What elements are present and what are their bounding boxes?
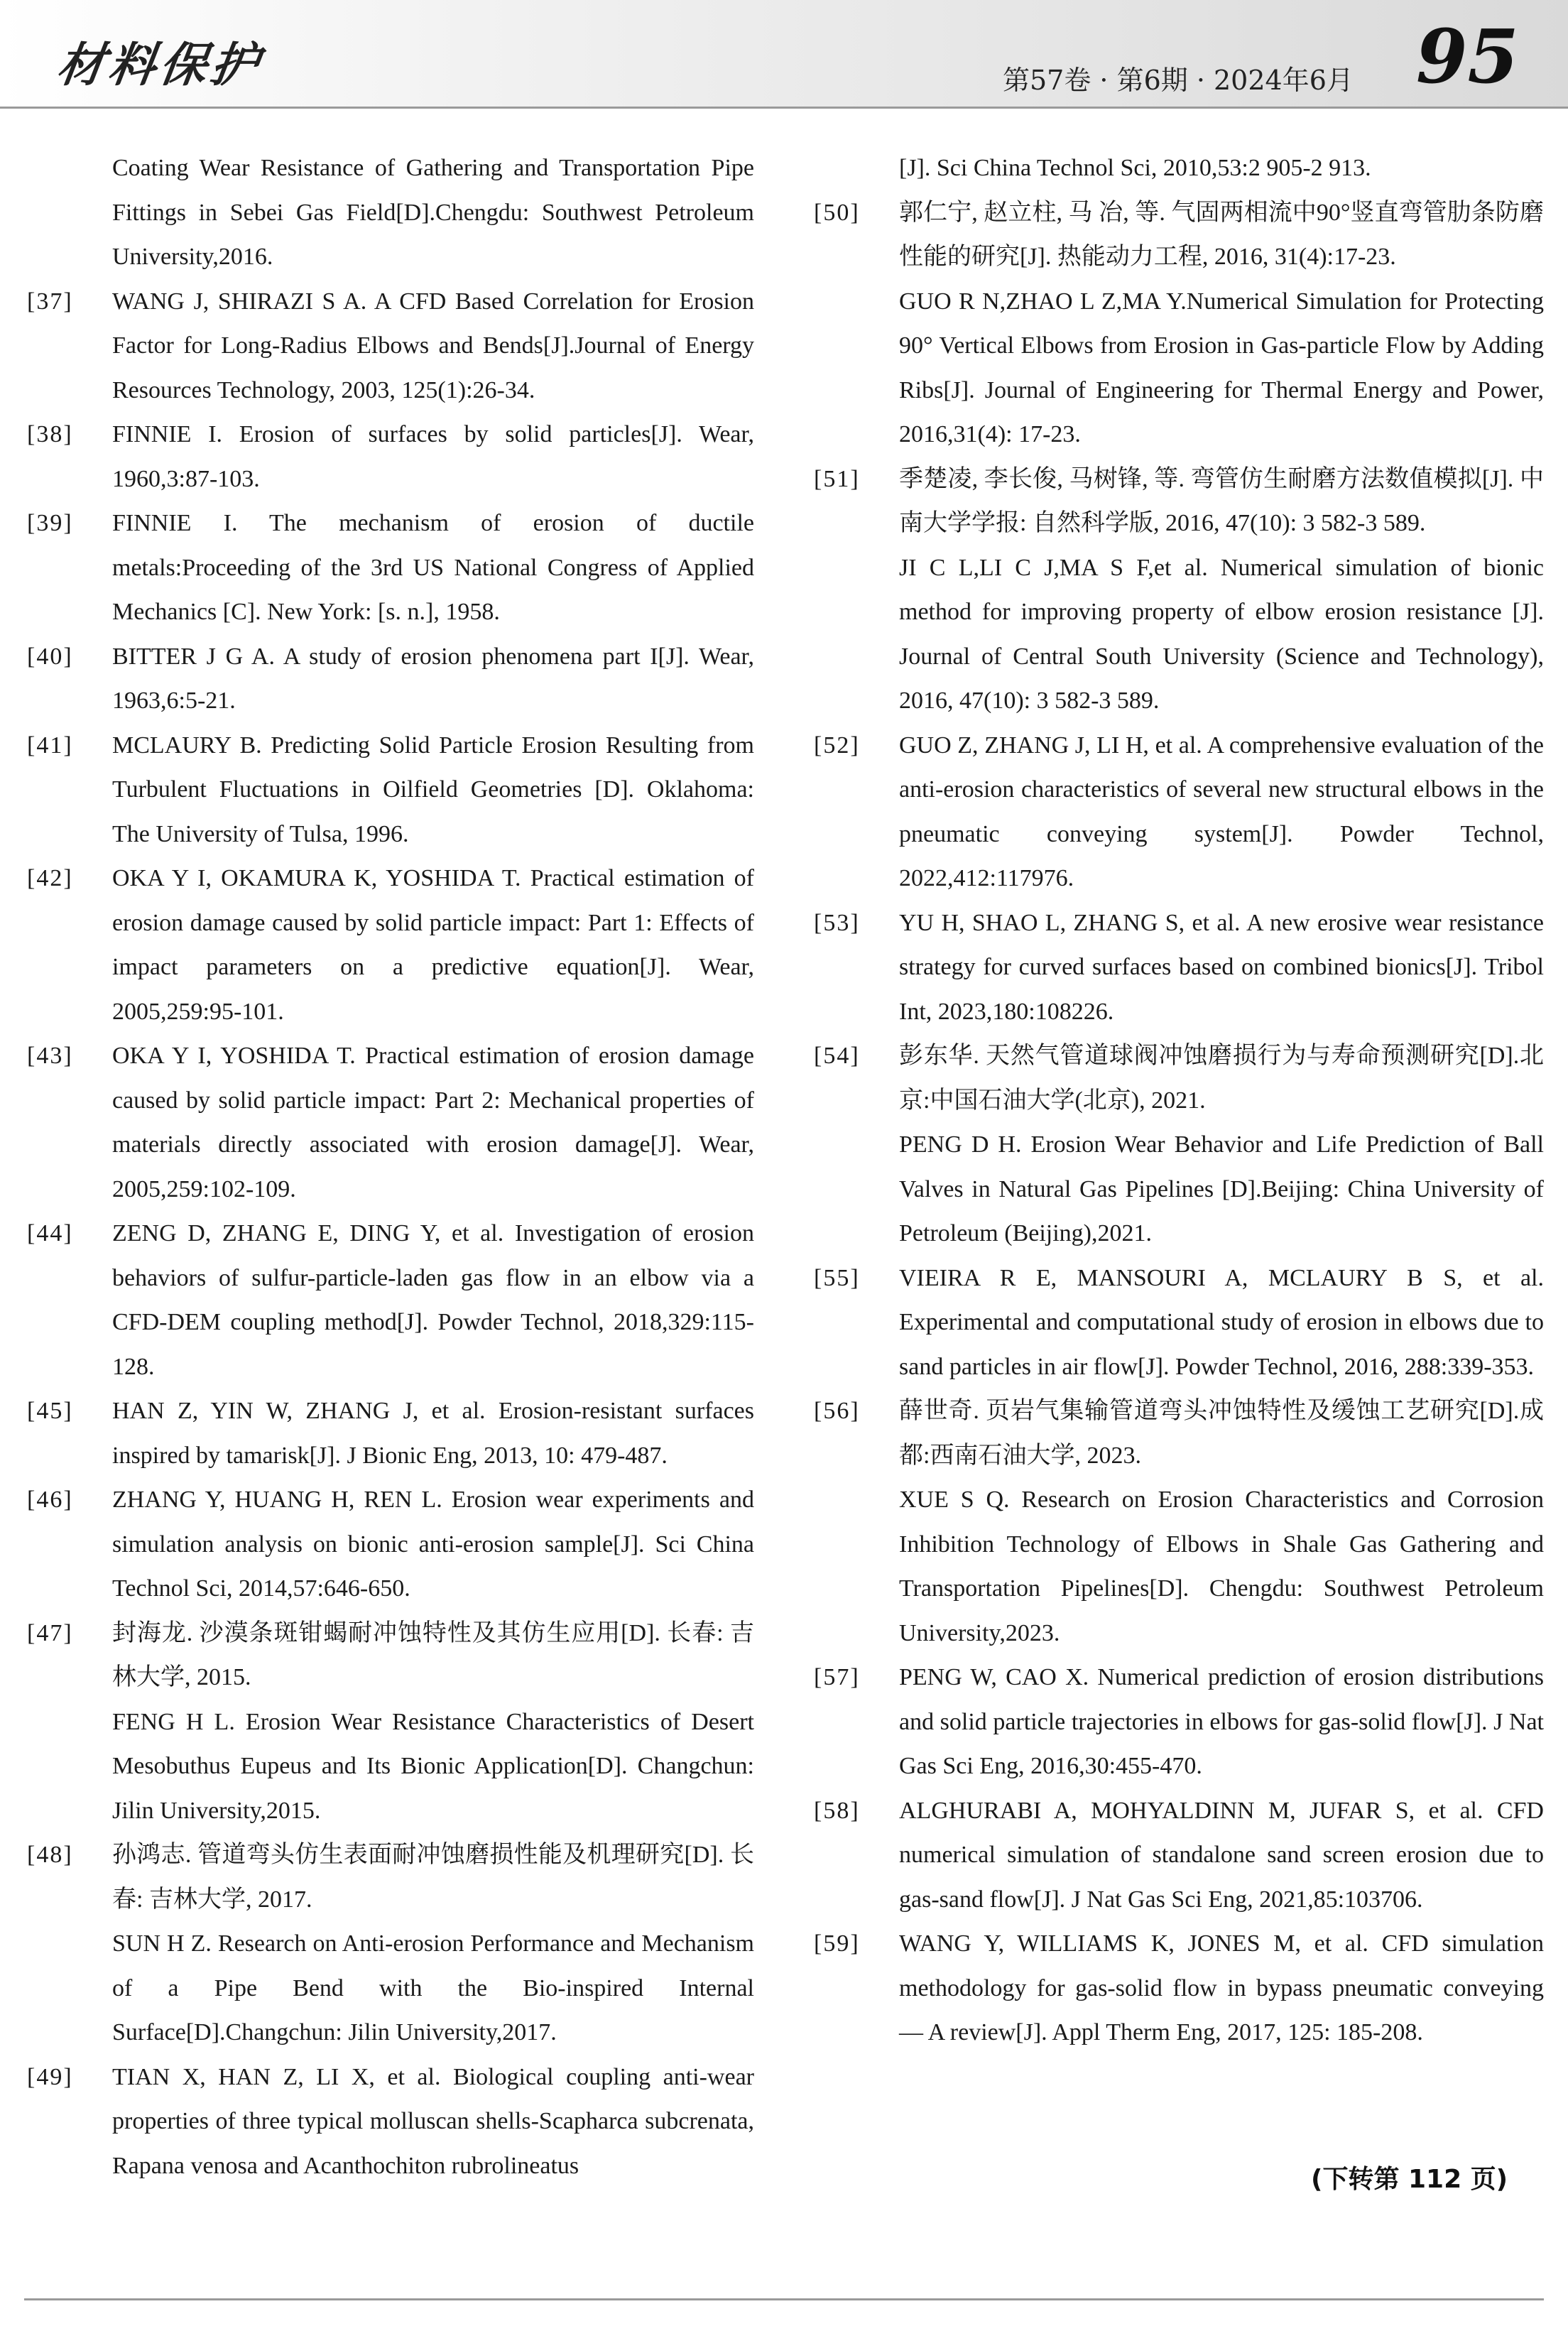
reference-text: YU H, SHAO L, ZHANG S, et al. A new erosive wear resistance strategy for curved surfaces based on combined bionics[J]. Tribol Int, 2023,180:108226. (899, 909, 1544, 1025)
reference-number: [43] (27, 1043, 73, 1069)
right-column (814, 146, 1544, 2055)
reference-text: PENG W, CAO X. Numerical prediction of erosion distributions and solid particle trajectories in elbows for gas-solid flow[J]. J Nat Gas Sci Eng, 2016,30:455-470. (899, 1664, 1544, 1779)
reference-item (27, 1612, 754, 1834)
reference-text: FINNIE I. The mechanism of erosion of ductile metals:Proceeding of the 3rd US National Congress of Applied Mechanics [C]. New York: [s. n.], 1958. (112, 510, 754, 625)
reference-continuation (814, 146, 1544, 191)
reference-item (814, 724, 1544, 901)
continued-on-page-note: (下转第 112 页) (1311, 2165, 1508, 2194)
reference-text: 彭东华. 天然气管道球阀冲蚀磨损行为与寿命预测研究[D].北京:中国石油大学(北京), 2021. (899, 1043, 1544, 1114)
reference-number: [48] (27, 1842, 73, 1868)
reference-text: ZHANG Y, HUANG H, REN L. Erosion wear experiments and simulation analysis on bionic anti-erosion sample[J]. Sci China Technol Sci, 2014,57:646-650. (112, 1487, 754, 1602)
reference-number: [37] (27, 288, 73, 315)
reference-number: [45] (27, 1398, 73, 1424)
reference-text: OKA Y I, OKAMURA K, YOSHIDA T. Practical estimation of erosion damage caused by solid particle impact: Part 1: Effects of impact parameters on a predictive equation[J]. Wear, 2005,259:95-101. (112, 865, 754, 1025)
reference-text: 薛世奇. 页岩气集输管道弯头冲蚀特性及缓蚀工艺研究[D].成都:西南石油大学, 2023. (899, 1398, 1544, 1469)
reference-number: [49] (27, 2063, 73, 2090)
reference-item (27, 2055, 754, 2189)
reference-item (27, 1034, 754, 1212)
reference-text: HAN Z, YIN W, ZHANG J, et al. Erosion-resistant surfaces inspired by tamarisk[J]. J Bionic Eng, 2013, 10: 479-487. (112, 1398, 754, 1469)
reference-number: [50] (814, 199, 860, 226)
reference-text: MCLAURY B. Predicting Solid Particle Erosion Resulting from Turbulent Fluctuations in Oilfield Geometries [D]. Oklahoma: The University of Tulsa, 1996. (112, 732, 754, 847)
page-header (0, 0, 1568, 107)
reference-text: ZENG D, ZHANG E, DING Y, et al. Investigation of erosion behaviors of sulfur-particle-laden gas flow in an elbow via a CFD-DEM coupling method[J]. Powder Technol, 2018,329:115-128. (112, 1220, 754, 1380)
reference-item (814, 457, 1544, 724)
reference-translation: GUO R N,ZHAO L Z,MA Y.Numerical Simulation for Protecting 90° Vertical Elbows from Erosion in Gas-particle Flow by Adding Ribs[J]. Journal of Engineering for Thermal Energy and Power, 2016,31(4): 17-23. (899, 288, 1544, 447)
reference-item (27, 857, 754, 1034)
reference-text: WANG J, SHIRAZI S A. A CFD Based Correlation for Erosion Factor for Long-Radius Elbows and Bends[J].Journal of Energy Resources Technology, 2003, 125(1):26-34. (112, 288, 754, 403)
reference-item (814, 191, 1544, 457)
reference-number: [51] (814, 465, 860, 492)
reference-text: 季楚凌, 李长俊, 马树锋, 等. 弯管仿生耐磨方法数值模拟[J]. 中南大学学报: 自然科学版, 2016, 47(10): 3 582-3 589. (899, 465, 1544, 536)
reference-number: [39] (27, 510, 73, 536)
reference-number: [56] (814, 1398, 860, 1424)
reference-item (814, 1389, 1544, 1656)
reference-item (27, 1212, 754, 1389)
reference-item (814, 1256, 1544, 1390)
reference-item (27, 724, 754, 857)
reference-item (814, 1789, 1544, 1923)
reference-text: WANG Y, WILLIAMS K, JONES M, et al. CFD simulation methodology for gas-solid flow in bypass pneumatic conveying — A review[J]. Appl Therm Eng, 2017, 125: 185-208. (899, 1930, 1544, 2045)
reference-text: VIEIRA R E, MANSOURI A, MCLAURY B S, et al. Experimental and computational study of erosion in elbows due to sand particles in air flow[J]. Powder Technol, 2016, 288:339-353. (899, 1264, 1544, 1380)
reference-number: [52] (814, 732, 860, 759)
reference-text: BITTER J G A. A study of erosion phenomena part I[J]. Wear, 1963,6:5-21. (112, 643, 754, 714)
reference-number: [40] (27, 643, 73, 670)
reference-text: 郭仁宁, 赵立柱, 马 冶, 等. 气固两相流中90°竖直弯管肋条防磨性能的研究[J]. 热能动力工程, 2016, 31(4):17-23. (899, 199, 1544, 270)
reference-item (27, 1478, 754, 1612)
reference-text: 孙鸿志. 管道弯头仿生表面耐冲蚀磨损性能及机理研究[D]. 长春: 吉林大学, 2017. (112, 1842, 754, 1913)
reference-item (27, 413, 754, 501)
continuation-text: [J]. Sci China Technol Sci, 2010,53:2 905-2 913. (899, 155, 1371, 181)
reference-text: 封海龙. 沙漠条斑钳蝎耐冲蚀特性及其仿生应用[D]. 长春: 吉林大学, 2015. (112, 1619, 754, 1690)
reference-item (27, 635, 754, 724)
reference-item (27, 1389, 754, 1478)
reference-text: OKA Y I, YOSHIDA T. Practical estimation of erosion damage caused by solid particle impact: Part 2: Mechanical properties of materials directly associated with erosion damage[J]. Wear, 2005,259:102-109. (112, 1043, 754, 1202)
reference-number: [55] (814, 1264, 860, 1291)
reference-item (814, 1656, 1544, 1789)
reference-number: [44] (27, 1220, 73, 1246)
reference-number: [54] (814, 1043, 860, 1069)
footer-divider (24, 2298, 1544, 2300)
reference-number: [53] (814, 909, 860, 936)
reference-item (814, 901, 1544, 1035)
reference-number: [59] (814, 1930, 860, 1957)
reference-item (27, 1833, 754, 2055)
header-divider (0, 107, 1568, 109)
reference-text: GUO Z, ZHANG J, LI H, et al. A comprehensive evaluation of the anti-erosion characteristics of several new structural elbows in the pneumatic conveying system[J]. Powder Technol, 2022,412:117976. (899, 732, 1544, 891)
reference-number: [38] (27, 421, 73, 447)
reference-text: TIAN X, HAN Z, LI X, et al. Biological coupling anti-wear properties of three typical molluscan shells-Scapharca subcrenata, Rapana venosa and Acanthochiton rubrolineatus (112, 2063, 754, 2179)
issue-info: 第57卷 · 第6期 · 2024年6月 (1003, 65, 1354, 96)
reference-continuation (27, 146, 754, 280)
reference-text: FINNIE I. Erosion of surfaces by solid particles[J]. Wear, 1960,3:87-103. (112, 421, 754, 492)
reference-translation: PENG D H. Erosion Wear Behavior and Life Prediction of Ball Valves in Natural Gas Pipelines [D].Beijing: China University of Petroleum (Beijing),2021. (899, 1131, 1544, 1246)
reference-text: ALGHURABI A, MOHYALDINN M, JUFAR S, et al. CFD numerical simulation of standalone sand screen erosion due to gas-sand flow[J]. J Nat Gas Sci Eng, 2021,85:103706. (899, 1797, 1544, 1913)
reference-translation: JI C L,LI C J,MA S F,et al. Numerical simulation of bionic method for improving property of elbow erosion resistance [J]. Journal of Central South University (Science and Technology), 2016, 47(10): 3 582-3 589. (899, 554, 1544, 714)
page-number: 95 (1416, 13, 1519, 100)
left-column (27, 146, 754, 2188)
reference-number: [58] (814, 1797, 860, 1824)
reference-number: [47] (27, 1619, 73, 1646)
reference-translation: XUE S Q. Research on Erosion Characteristics and Corrosion Inhibition Technology of Elbows in Shale Gas Gathering and Transportation Pipelines[D]. Chengdu: Southwest Petroleum University,2023. (899, 1487, 1544, 1646)
reference-translation: FENG H L. Erosion Wear Resistance Characteristics of Desert Mesobuthus Eupeus and Its Bionic Application[D]. Changchun: Jilin University,2015. (112, 1708, 754, 1824)
reference-item (27, 501, 754, 635)
reference-number: [57] (814, 1664, 860, 1690)
reference-number: [42] (27, 865, 73, 891)
reference-item (814, 1922, 1544, 2055)
reference-item (814, 1034, 1544, 1256)
reference-number: [46] (27, 1487, 73, 1513)
continuation-text: Coating Wear Resistance of Gathering and Transportation Pipe Fittings in Sebei Gas Field[D].Chengdu: Southwest Petroleum University,2016. (112, 155, 754, 270)
reference-item (27, 280, 754, 413)
reference-number: [41] (27, 732, 73, 759)
journal-logo: 材料保护 (53, 37, 266, 92)
reference-translation: SUN H Z. Research on Anti-erosion Performance and Mechanism of a Pipe Bend with the Bio-inspired Internal Surface[D].Changchun: Jilin University,2017. (112, 1930, 754, 2045)
